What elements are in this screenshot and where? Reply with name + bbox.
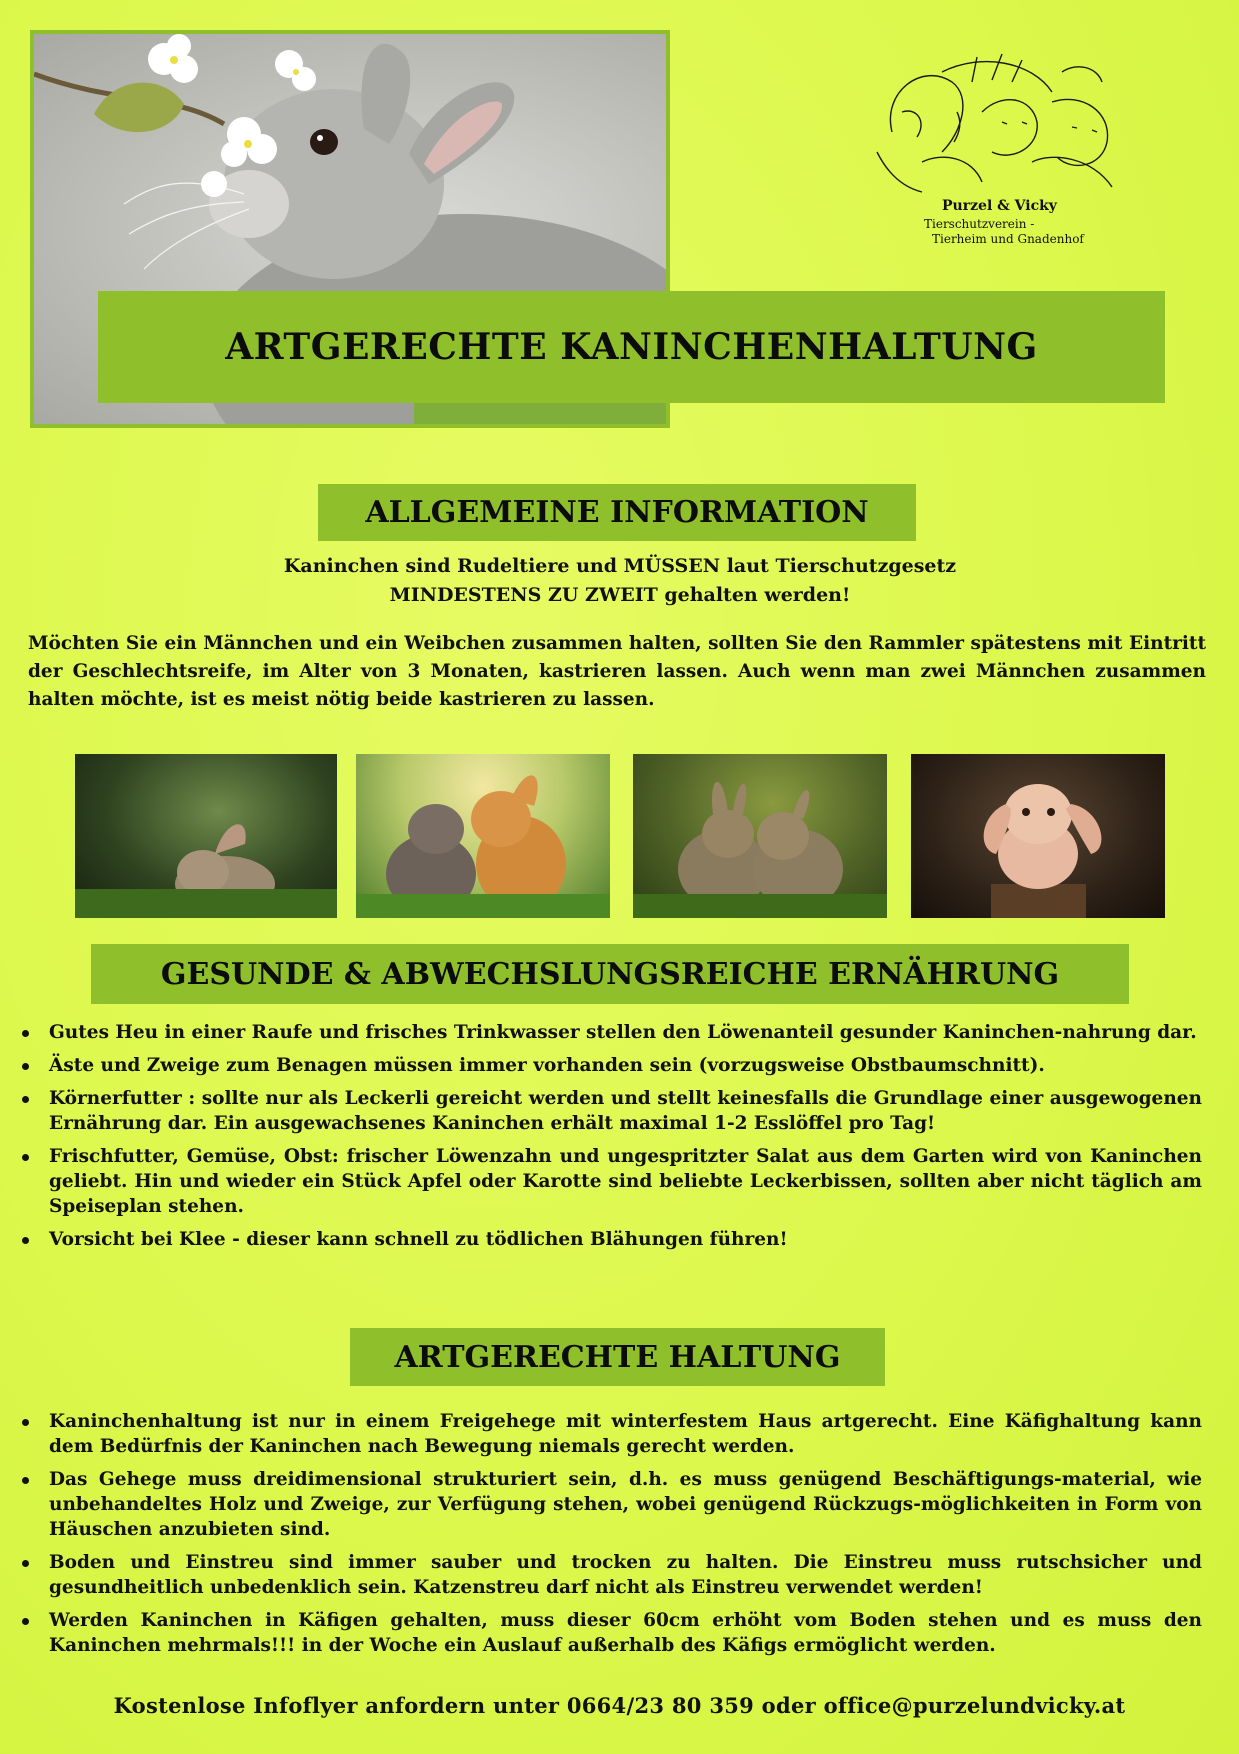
intro-line-2: MINDESTENS ZU ZWEIT gehalten werden! xyxy=(389,584,851,606)
animals-sketch-icon xyxy=(862,52,1132,202)
ernaehrung-list xyxy=(20,1020,1202,1260)
list-item: Vorsicht bei Klee - dieser kann schnell zu tödlichen Blähungen führen! xyxy=(20,1227,1202,1252)
intro-text xyxy=(90,552,1150,610)
logo-name: Purzel & Vicky xyxy=(942,198,1057,214)
list-item: Gutes Heu in einer Raufe und frisches Trinkwasser stellen den Löwenanteil gesunder Kaninchen-nahrung dar. xyxy=(20,1020,1202,1045)
haltung-list xyxy=(20,1409,1202,1666)
logo-line3: Tierheim und Gnadenhof xyxy=(932,232,1084,246)
photo-two-wild-rabbits xyxy=(633,754,887,918)
photo-lop-rabbit xyxy=(911,754,1165,918)
intro-paragraph: Möchten Sie ein Männchen und ein Weibchen zusammen halten, sollten Sie den Rammler spätestens mit Eintritt der Geschlechtsreife, im Alter von 3 Monaten, kastrieren lassen. Auch wenn man zwei Männchen zusammen halten möchte, ist es meist nötig beide kastrieren zu lassen. xyxy=(28,633,1206,710)
title-banner xyxy=(98,291,1165,403)
intro-line-1: Kaninchen sind Rudeltiere und MÜSSEN laut Tierschutzgesetz xyxy=(283,555,957,577)
list-item: Körnerfutter : sollte nur als Leckerli gereicht werden und stellt keinesfalls die Grundlage einer ausgewogenen Ernährung dar. Ein ausgewachsenes Kaninchen erhält maximal 1-2 Esslöffel pro Tag! xyxy=(20,1086,1202,1136)
list-item: Äste und Zweige zum Benagen müssen immer vorhanden sein (vorzugsweise Obstbaumschnitt). xyxy=(20,1053,1202,1078)
section-heading-ernaehrung: GESUNDE & ABWECHSLUNGSREICHE ERNÄHRUNG xyxy=(91,944,1129,1004)
list-item: Frischfutter, Gemüse, Obst: frischer Löwenzahn und ungespritzter Salat aus dem Garten wird von Kaninchen geliebt. Hin und wieder ein Stück Apfel oder Karotte sind beliebte Leckerbissen, sollten aber nicht täglich am Speiseplan stehen. xyxy=(20,1144,1202,1219)
logo-line2: Tierschutzverein - xyxy=(924,217,1035,231)
list-item: Kaninchenhaltung ist nur in einem Freigehege mit winterfestem Haus artgerecht. Eine Käfighaltung kann dem Bedürfnis der Kaninchen nach Bewegung niemals gerecht werden. xyxy=(20,1409,1202,1459)
footer-contact: Kostenlose Infoflyer anfordern unter 0664/23 80 359 oder office@purzelundvicky.at xyxy=(113,1693,1126,1718)
list-item: Boden und Einstreu sind immer sauber und trocken zu halten. Die Einstreu muss rutschsicher und gesundheitlich unbedenklich sein. Katzenstreu darf nicht als Einstreu verwendet werden! xyxy=(20,1550,1202,1600)
organization-logo xyxy=(862,52,1132,252)
photo-rabbit-grass xyxy=(75,754,337,918)
section-heading-haltung: ARTGERECHTE HALTUNG xyxy=(350,1328,885,1386)
list-item: Das Gehege muss dreidimensional strukturiert sein, d.h. es muss genügend Beschäftigungs-material, wie unbehandeltes Holz und Zweige, zur Verfügung stehen, wobei genügend Rückzugs-möglichkeiten in Form von Häuschen anzubieten sind. xyxy=(20,1467,1202,1542)
page-title: ARTGERECHTE KANINCHENHALTUNG xyxy=(225,326,1038,368)
photo-two-rabbits-kissing xyxy=(356,754,610,918)
section-heading-allgemein: ALLGEMEINE INFORMATION xyxy=(318,484,916,541)
list-item: Werden Kaninchen in Käfigen gehalten, muss dieser 60cm erhöht vom Boden stehen und es muss den Kaninchen mehrmals!!! in der Woche ein Auslauf außerhalb des Käfigs ermöglicht werden. xyxy=(20,1608,1202,1658)
